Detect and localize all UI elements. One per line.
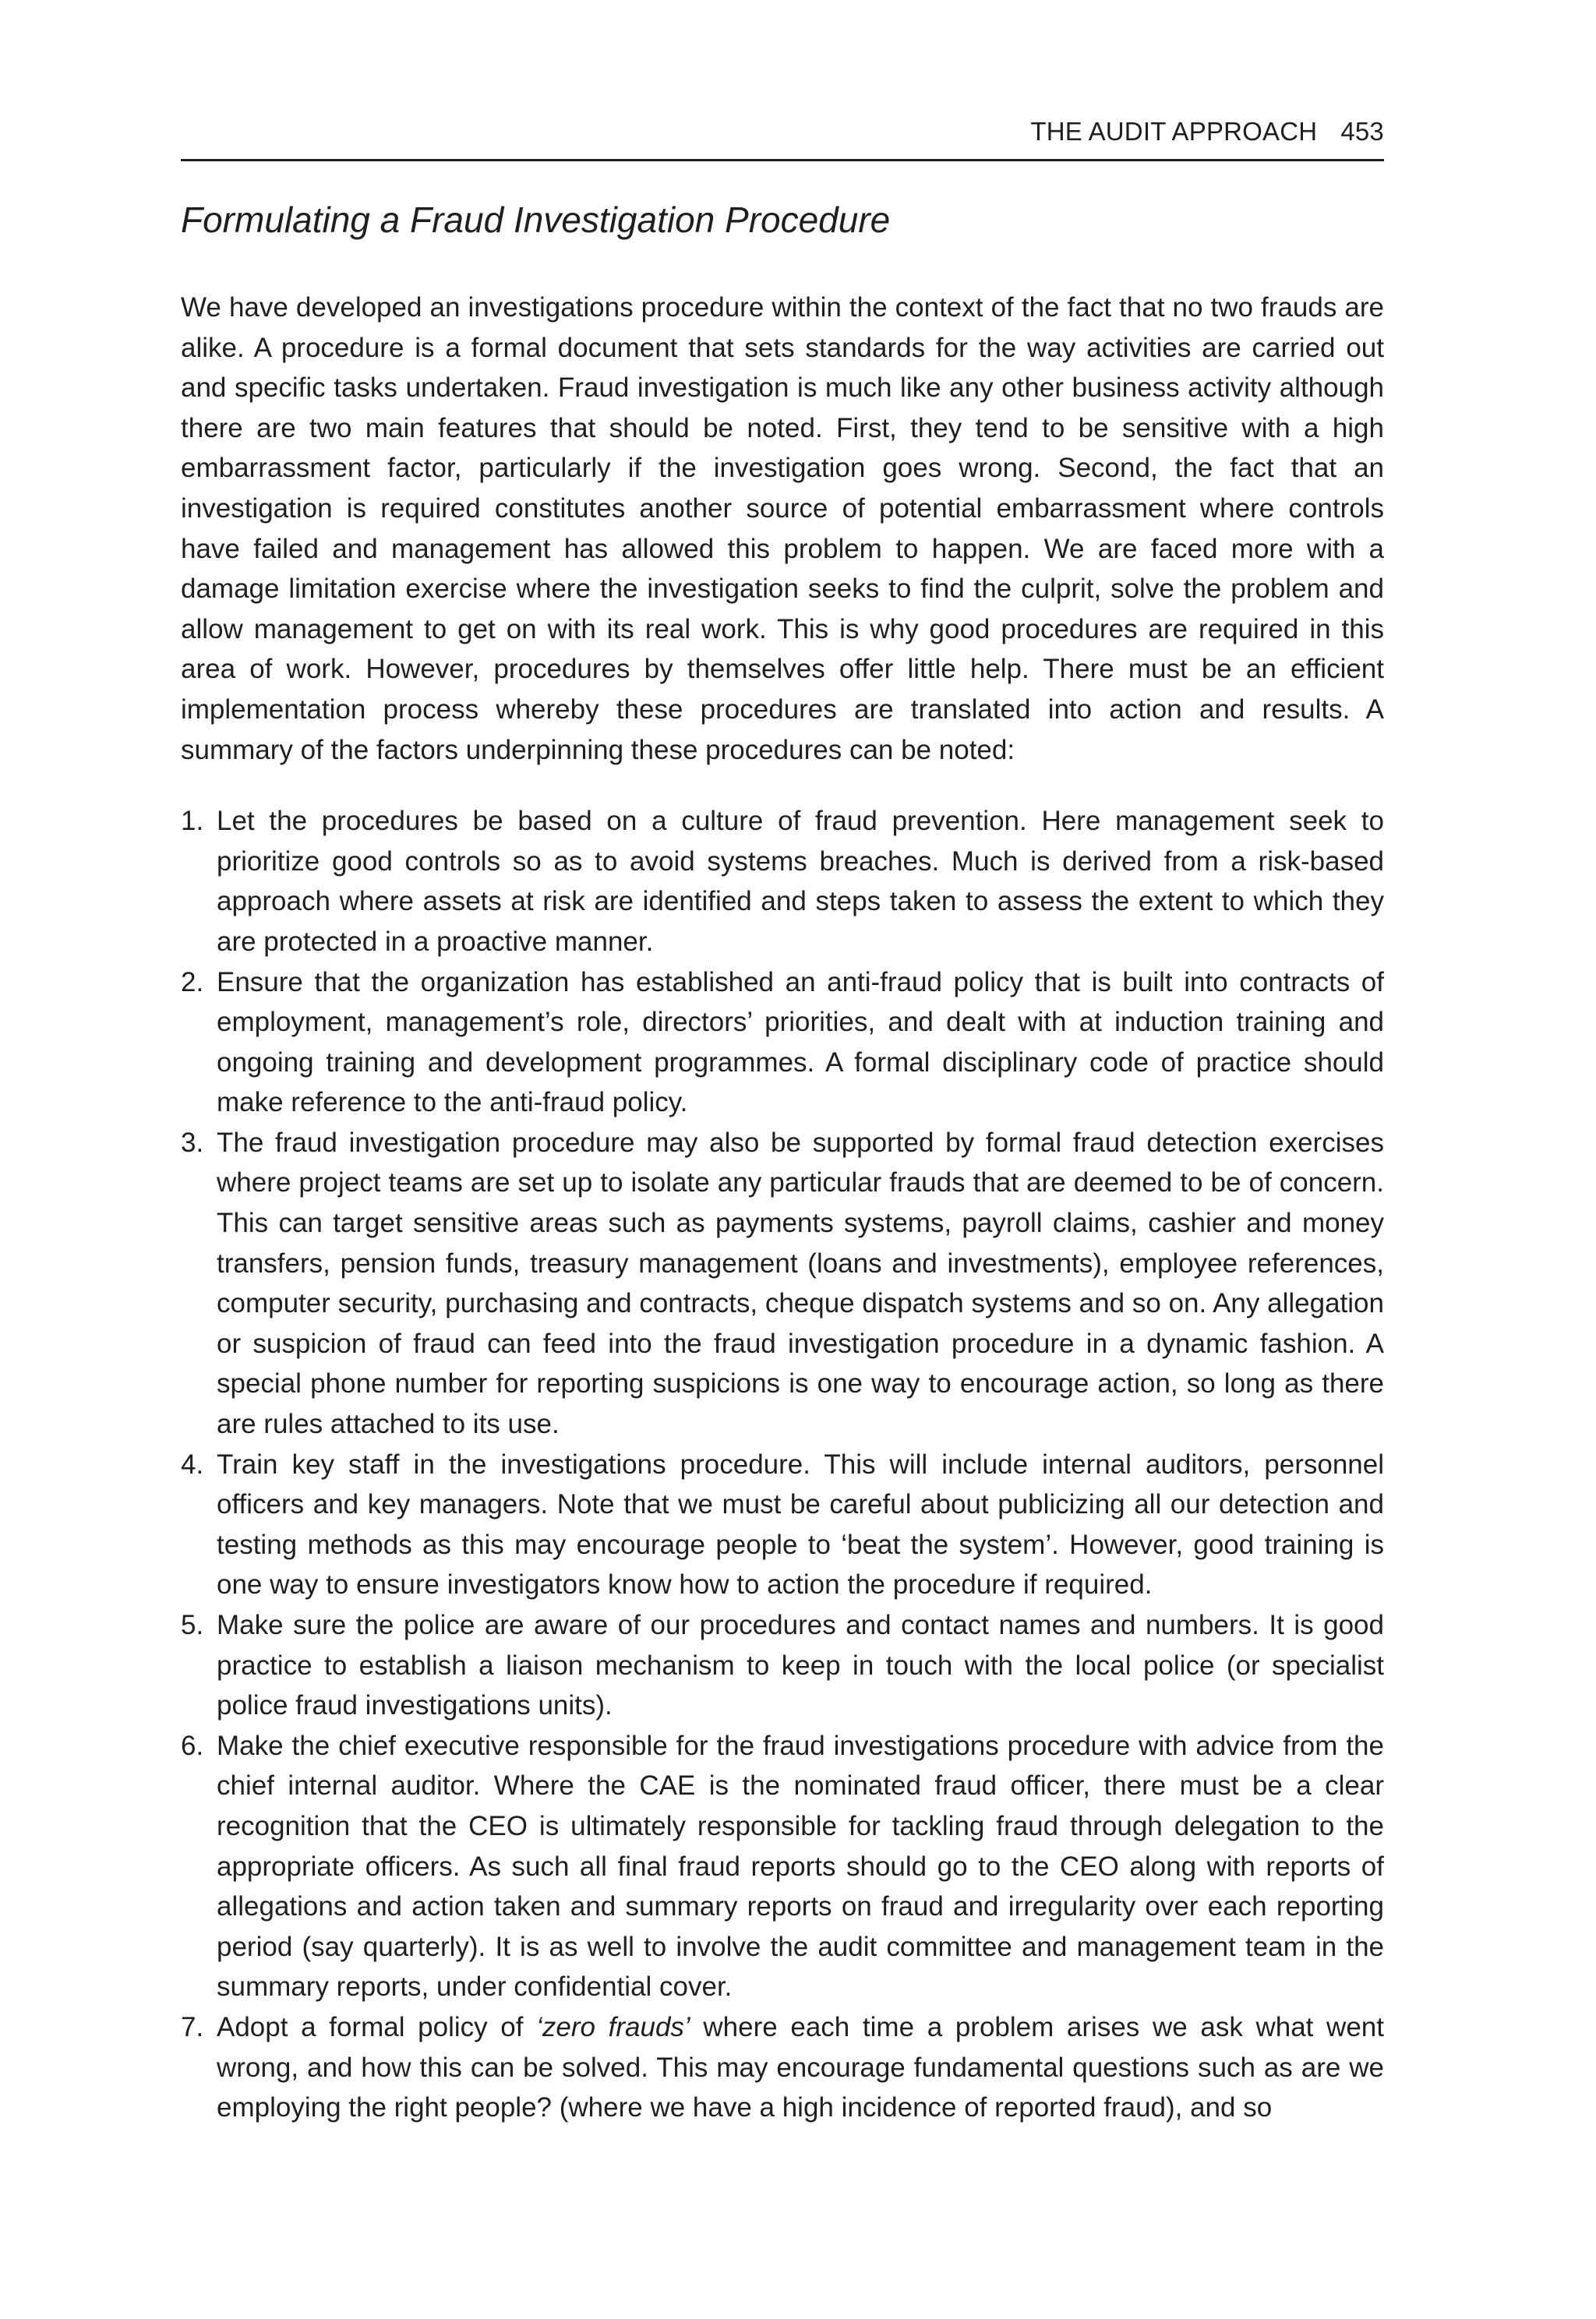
list-number: 3. <box>181 1127 204 1158</box>
list-number: 2. <box>181 966 204 997</box>
list-item-4 <box>181 1445 1384 1605</box>
list-item-6 <box>181 1726 1384 2007</box>
list-number: 7. <box>181 2011 204 2042</box>
section-title: Formulating a Fraud Investigation Procedure <box>181 199 891 240</box>
list-item-7 <box>181 2007 1384 2128</box>
list-text: Ensure that the organization has established an anti-fraud policy that is built into contracts of employment, management’s role, directors’ priorities, and dealt with at induction training and ongoing training and development programmes. A formal disciplinary code of practice should make reference to the anti-fraud policy. <box>217 966 1384 1118</box>
list-text: Train key staff in the investigations procedure. This will include internal auditors, personnel officers and key managers. Note that we must be careful about publicizing all our detection and testing methods as this may encourage people to ‘beat the system’. However, good training is one way to ensure investigators know how to action the procedure if required. <box>217 1449 1384 1601</box>
list-text: Make sure the police are aware of our procedures and contact names and numbers. It is good practice to establish a liaison mechanism to keep in touch with the local police (or specialist police fraud investigations units). <box>217 1610 1384 1721</box>
list-text-before: Adopt a formal policy of <box>217 2011 537 2042</box>
intro-paragraph: We have developed an investigations procedure within the context of the fact that no two frauds are alike. A procedure is a formal document that sets standards for the way activities are carried out and specific tasks undertaken. Fraud investigation is much like any other business activity although there are two main features that should be noted. First, they tend to be sensitive with a high embarrassment factor, particularly if the investigation goes wrong. Second, the fact that an investigation is required constitutes another source of potential embarrassment where controls have failed and management has allowed this problem to happen. We are faced more with a damage limitation exercise where the investigation seeks to find the culprit, solve the problem and allow management to get on with its real work. This is why good procedures are required in this area of work. However, procedures by themselves offer little help. There must be an efficient implementation process whereby these procedures are translated into action and results. A summary of the factors underpinning these procedures can be noted: <box>181 292 1384 765</box>
list-text-italic: ‘zero frauds’ <box>536 2011 690 2042</box>
list-text <box>217 2012 1384 2123</box>
list-text: Make the chief executive responsible for the fraud investigations procedure with advice from the chief internal auditor. Where the CAE is the nominated fraud officer, there must be a clear recognition that the CEO is ultimately responsible for tackling fraud through delegation to the appropriate officers. As such all final fraud reports should go to the CEO along with reports of allegations and action taken and summary reports on fraud and irregularity over each reporting period (say quarterly). It is as well to involve the audit committee and management team in the summary reports, under confidential cover. <box>217 1730 1384 2003</box>
list-text: Let the procedures be based on a culture of fraud prevention. Here management seek to prioritize good controls so as to avoid systems breaches. Much is derived from a risk-based approach where assets at risk are identified and steps taken to assess the extent to which they are protected in a proactive manner. <box>217 806 1384 957</box>
list-number: 4. <box>181 1449 204 1480</box>
list-number: 1. <box>181 806 204 837</box>
list-item-5 <box>181 1605 1384 1726</box>
list-text: The fraud investigation procedure may also be supported by formal fraud detection exercises where project teams are set up to isolate any particular frauds that are deemed to be of concern. This can target sensitive areas such as payments systems, payroll claims, cashier and money transfers, pension funds, treasury management (loans and investments), employee references, computer security, purchasing and contracts, cheque dispatch systems and so on. Any allegation or suspicion of fraud can feed into the fraud investigation procedure in a dynamic fashion. A special phone number for reporting suspicions is one way to encourage action, so long as there are rules attached to its use. <box>217 1127 1384 1440</box>
list-number: 6. <box>181 1730 204 1761</box>
list-item-3 <box>181 1123 1384 1445</box>
book-page <box>181 117 1384 2128</box>
list-item-2 <box>181 962 1384 1123</box>
list-text-after: where each time a problem arises we ask what went wrong, and how this can be solved. This may encourage fundamental questions such as are we employing the right people? (where we have a high incidence of reported fraud), and so <box>217 2011 1384 2123</box>
numbered-list <box>181 801 1384 2128</box>
list-number: 5. <box>181 1610 204 1640</box>
running-title: THE AUDIT APPROACH <box>1030 117 1318 146</box>
running-header <box>181 117 1384 161</box>
list-item-1 <box>181 801 1384 962</box>
page-number: 453 <box>1340 117 1384 146</box>
